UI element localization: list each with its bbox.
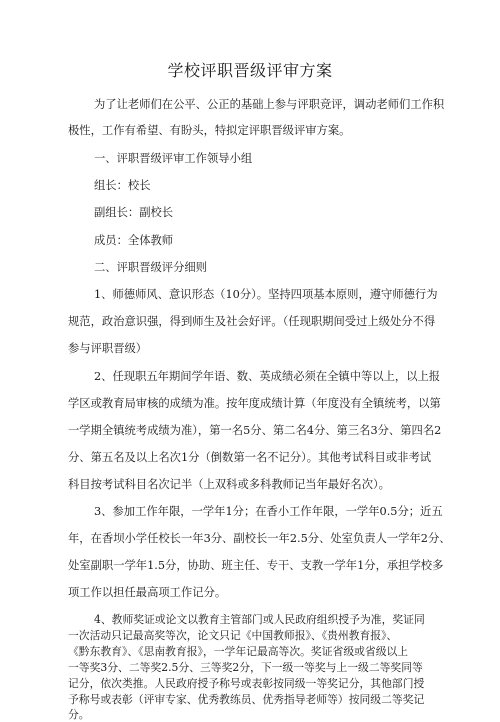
paragraph-line: 科目按考试科目名次记半（上双科或多科教师记当年最好名次）。 — [68, 478, 390, 491]
paragraph-line: 1、师德师风、意识形态（10分）。坚持四项基本原则，遵守师德行为 — [94, 288, 438, 301]
paragraph-line: 《黔东教育》、《思南教育报》，一学年记最高等次。奖证省级或省级以上 — [68, 645, 409, 658]
paragraph-line: 规范，政治意识强，得到师生及社会好评。（任现职期间受过上级处分不得 — [68, 315, 436, 328]
paragraph-line: 处室副职一学年1.5分，协助、班主任、专干、支教一学年1分，承担学校多 — [68, 559, 444, 572]
paragraph-line: 2、任现职五年期间学年语、数、英成绩必须在全镇中等以上，以上报 — [94, 370, 441, 383]
paragraph-line: 一等奖3分、二等奖2.5分、三等奖2分，下一级一等奖与上一级二等奖同等 — [68, 661, 423, 674]
paragraph-line: 成员：全体教师 — [94, 234, 174, 247]
paragraph-line: 项工作以担任最高项工作记分。 — [68, 586, 227, 599]
paragraph-line: 学区或教育局审核的成绩为准。按年度成绩计算（年度没有全镇统考，以第 — [68, 397, 441, 410]
section-heading: 一、评职晋级评审工作领导小组 — [94, 152, 253, 165]
paragraph-line: 一次活动只记最高奖等次，论文只记《中国教师报》、《贵州教育报》、 — [68, 629, 398, 642]
paragraph-line: 记分，依次类推。人民政府授予称号或表彰按同级一等奖记分，其他部门授 — [68, 677, 425, 690]
document-title: 学校评职晋级评审方案 — [167, 61, 333, 80]
paragraph-line: 分、第五名及以上名次1分（倒数第一名不记分）。其他考试科目或非考试 — [68, 451, 432, 464]
paragraph-line: 组长：校长 — [94, 179, 151, 192]
paragraph-line: 分。 — [68, 708, 90, 721]
paragraph-line: 参与评职晋级） — [68, 342, 148, 355]
paragraph-line: 3、参加工作年限，一学年1分；在香小工作年限，一学年0.5分；近五 — [94, 505, 443, 518]
section-heading: 二、评职晋级评分细则 — [94, 261, 207, 274]
paragraph-line: 一学期全镇统考成绩为准），第一名5分、第二名4分、第三名3分、第四名2 — [68, 424, 442, 437]
paragraph-line: 4、教师奖证或论文以教育主管部门或人民政府组织授予为准，奖证同 — [94, 613, 425, 626]
paragraph-line: 极性，工作有希望、有盼头，特拟定评职晋级评审方案。 — [68, 124, 351, 137]
paragraph-line: 副组长：副校长 — [94, 206, 174, 219]
paragraph-line: 予称号或表彰（评审专家、优秀教练员、优秀指导老师等）按同级二等奖记 — [68, 693, 425, 706]
paragraph-line: 年，在香坝小学任校长一年3分、副校长一年2.5分、处室负责人一学年2分、 — [68, 532, 451, 545]
paragraph-line: 为了让老师们在公平、公正的基础上参与评职竞评，调动老师们工作积 — [94, 98, 445, 111]
